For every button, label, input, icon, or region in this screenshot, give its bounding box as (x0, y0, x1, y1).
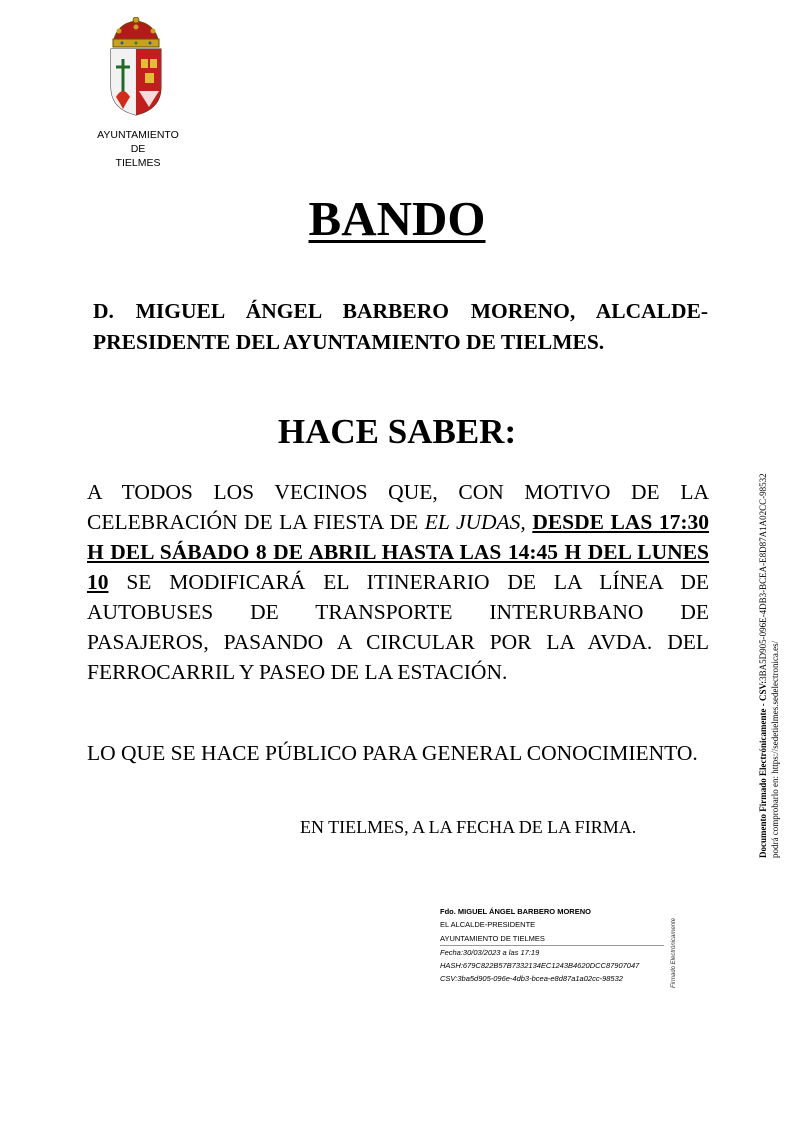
paragraph-text: SE MODIFICARÁ EL ITINERARIO DE LA LÍNEA DE AUTOBUSES DE TRANSPORTE INTERURBANO DE PASAJEROS, PASANDO A CIRCULAR POR LA AVDA. DEL FERROCARRIL Y PASEO DE LA ESTACIÓN. (87, 570, 709, 684)
signature-date: Fecha:30/03/2023 a las 17:19 (440, 947, 540, 957)
signer-org: AYUNTAMIENTO DE TIELMES (440, 932, 664, 946)
margin-line-2: podrá comprobarlo en: https://sedetielmes.sedelectronica.es/ (770, 640, 780, 858)
heading-hace-saber: HACE SABER: (277, 412, 517, 451)
announcement-paragraph (87, 477, 709, 687)
coat-of-arms-icon (107, 17, 165, 117)
electronic-signature-label: Firmado Electrónicamente (671, 917, 677, 988)
margin-line-1: Documento Firmado Electrónicamente - CSV:3BA5D905-096E-4DB3-BCEA-E8D87A1A02CC-98532 (758, 473, 768, 858)
signer-name: Fdo. MIGUEL ÁNGEL BARBERO MORENO (440, 907, 591, 916)
signature-hash: HASH:679C822B57B7332134EC1243B4620DCC87907047 (440, 961, 640, 971)
municipality-line: DE (130, 143, 146, 155)
signature-csv: CSV:3ba5d905-096e-4db3-bcea-e8d87a1a02cc-98532 (440, 974, 623, 984)
mayor-statement: D. MIGUEL ÁNGEL BARBERO MORENO, ALCALDE-PRESIDENTE DEL AYUNTAMIENTO DE TIELMES. (93, 299, 708, 354)
municipality-line: TIELMES (115, 157, 161, 169)
municipality-line: AYUNTAMIENTO (97, 129, 179, 141)
festival-name: EL JUDAS, (424, 510, 526, 534)
margin-verification-note (752, 460, 786, 860)
municipality-name (78, 128, 198, 170)
document-title: BANDO (308, 191, 486, 246)
paragraph-text: A TODOS LOS VECINOS QUE, CON MOTIVO DE LA CELEBRACIÓN DE LA FIESTA DE (87, 480, 709, 534)
signature-block (440, 905, 666, 986)
date-range-highlight: DESDE LAS 17:30 H DEL SÁBADO 8 DE ABRIL HASTA LAS 14:45 H DEL LUNES 10 (87, 510, 709, 594)
closing-paragraph: LO QUE SE HACE PÚBLICO PARA GENERAL CONOCIMIENTO. (87, 741, 698, 765)
signer-role: EL ALCALDE-PRESIDENTE (440, 920, 536, 930)
place-date: EN TIELMES, A LA FECHA DE LA FIRMA. (300, 817, 637, 837)
